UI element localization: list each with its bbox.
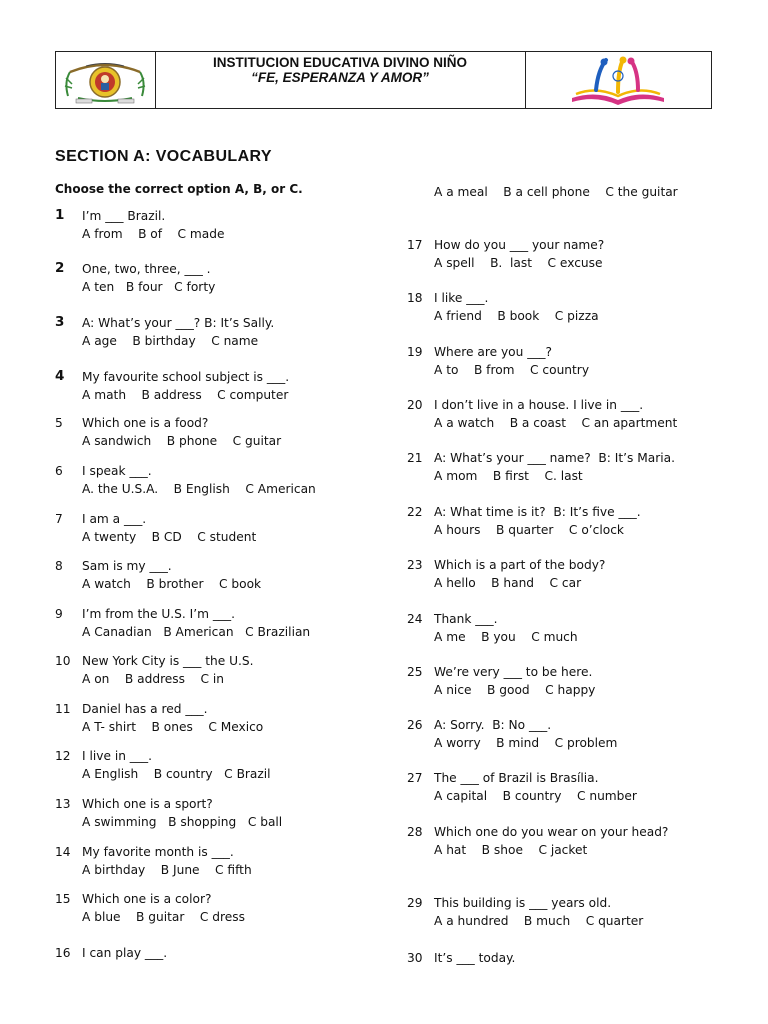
question-text: I like ___. — [434, 291, 489, 305]
question-text: A: What’s your ___? B: It’s Sally. — [82, 316, 275, 330]
question-text: I don’t live in a house. I live in ___. — [434, 398, 644, 412]
header-left-cell — [56, 52, 156, 108]
question-number: 13 — [55, 797, 71, 811]
question-number: 16 — [55, 946, 71, 960]
question-text: I can play ___. — [82, 946, 168, 960]
question-number: 1 — [55, 207, 65, 223]
question-number: 10 — [55, 654, 71, 668]
question-text: My favourite school subject is ___. — [82, 370, 290, 384]
question-text: Where are you ___? — [434, 345, 552, 359]
question-options: A hello B hand C car — [434, 576, 582, 590]
question-number: 23 — [407, 558, 423, 572]
question-options: A spell B. last C excuse — [434, 256, 603, 270]
question-number: 5 — [55, 416, 63, 430]
question-options: A sandwich B phone C guitar — [82, 434, 282, 448]
question-text: I am a ___. — [82, 512, 147, 526]
question-text: A: What time is it? B: It’s five ___. — [434, 505, 641, 519]
question-text: Which one do you wear on your head? — [434, 825, 669, 839]
question-number: 3 — [55, 314, 65, 330]
header-right-cell — [526, 52, 711, 108]
question-number: 8 — [55, 559, 63, 573]
question-number: 15 — [55, 892, 71, 906]
question-options: A mom B first C. last — [434, 469, 583, 483]
question-options: A twenty B CD C student — [82, 530, 257, 544]
question-text: A: What’s your ___ name? B: It’s Maria. — [434, 451, 675, 465]
question-number: 4 — [55, 368, 65, 384]
question-text: A: Sorry. B: No ___. — [434, 718, 552, 732]
section-title: SECTION A: VOCABULARY — [55, 148, 272, 165]
question-options: A from B of C made — [82, 227, 225, 241]
question-number: 27 — [407, 771, 423, 785]
question-options: A hat B shoe C jacket — [434, 843, 588, 857]
question-number: 28 — [407, 825, 423, 839]
question-number: 20 — [407, 398, 423, 412]
question-options: A. the U.S.A. B English C American — [82, 482, 316, 496]
question-number: 21 — [407, 451, 423, 465]
question-text: Which is a part of the body? — [434, 558, 606, 572]
question-text: Daniel has a red ___. — [82, 702, 208, 716]
question-text: We’re very ___ to be here. — [434, 665, 593, 679]
question-number: 22 — [407, 505, 423, 519]
open-book-figures-logo — [526, 52, 711, 108]
question-number: 30 — [407, 951, 423, 965]
question-number: 6 — [55, 464, 63, 478]
question-number: 7 — [55, 512, 63, 526]
question-options: A birthday B June C fifth — [82, 863, 252, 877]
question-number: 18 — [407, 291, 423, 305]
question-number: 25 — [407, 665, 423, 679]
question-number: 11 — [55, 702, 71, 716]
school-crest-logo — [56, 52, 155, 108]
question-number: 14 — [55, 845, 71, 859]
question-text: Thank ___. — [434, 612, 498, 626]
header-title-cell — [155, 52, 526, 108]
question-text: The ___ of Brazil is Brasília. — [434, 771, 599, 785]
question-text: Which one is a sport? — [82, 797, 213, 811]
question-options: A Canadian B American C Brazilian — [82, 625, 311, 639]
question-options: A blue B guitar C dress — [82, 910, 245, 924]
question-options: A a meal B a cell phone C the guitar — [434, 185, 678, 199]
question-text: Which one is a color? — [82, 892, 212, 906]
question-number: 24 — [407, 612, 423, 626]
instructions: Choose the correct option A, B, or C. — [55, 182, 303, 196]
question-options: A ten B four C forty — [82, 280, 216, 294]
question-text: It’s ___ today. — [434, 951, 516, 965]
question-options: A on B address C in — [82, 672, 224, 686]
question-options: A capital B country C number — [434, 789, 637, 803]
question-options: A English B country C Brazil — [82, 767, 271, 781]
question-text: I’m ___ Brazil. — [82, 209, 166, 223]
question-text: I speak ___. — [82, 464, 152, 478]
question-options: A watch B brother C book — [82, 577, 262, 591]
question-text: I live in ___. — [82, 749, 152, 763]
question-number: 26 — [407, 718, 423, 732]
institution-name: INSTITUCION EDUCATIVA DIVINO NIÑO — [212, 55, 467, 70]
question-number: 17 — [407, 238, 423, 252]
question-number: 29 — [407, 896, 423, 910]
question-options: A nice B good C happy — [434, 683, 596, 697]
question-text: How do you ___ your name? — [434, 238, 605, 252]
question-text: Sam is my ___. — [82, 559, 172, 573]
question-number: 19 — [407, 345, 423, 359]
question-options: A hours B quarter C o’clock — [434, 523, 624, 537]
question-text: One, two, three, ___ . — [82, 262, 211, 276]
question-text: Which one is a food? — [82, 416, 209, 430]
question-text: This building is ___ years old. — [434, 896, 612, 910]
institution-motto: “FE, ESPERANZA Y AMOR” — [251, 70, 429, 85]
question-options: A math B address C computer — [82, 388, 289, 402]
header-table — [55, 51, 712, 109]
question-options: A friend B book C pizza — [434, 309, 599, 323]
question-options: A a watch B a coast C an apartment — [434, 416, 678, 430]
question-options: A swimming B shopping C ball — [82, 815, 283, 829]
question-options: A T- shirt B ones C Mexico — [82, 720, 264, 734]
question-text: My favorite month is ___. — [82, 845, 234, 859]
question-options: A to B from C country — [434, 363, 590, 377]
question-text: New York City is ___ the U.S. — [82, 654, 254, 668]
question-number: 2 — [55, 260, 65, 276]
question-options: A me B you C much — [434, 630, 578, 644]
question-options: A worry B mind C problem — [434, 736, 618, 750]
question-options: A a hundred B much C quarter — [434, 914, 644, 928]
question-options: A age B birthday C name — [82, 334, 259, 348]
question-text: I’m from the U.S. I’m ___. — [82, 607, 235, 621]
question-number: 12 — [55, 749, 71, 763]
question-number: 9 — [55, 607, 63, 621]
